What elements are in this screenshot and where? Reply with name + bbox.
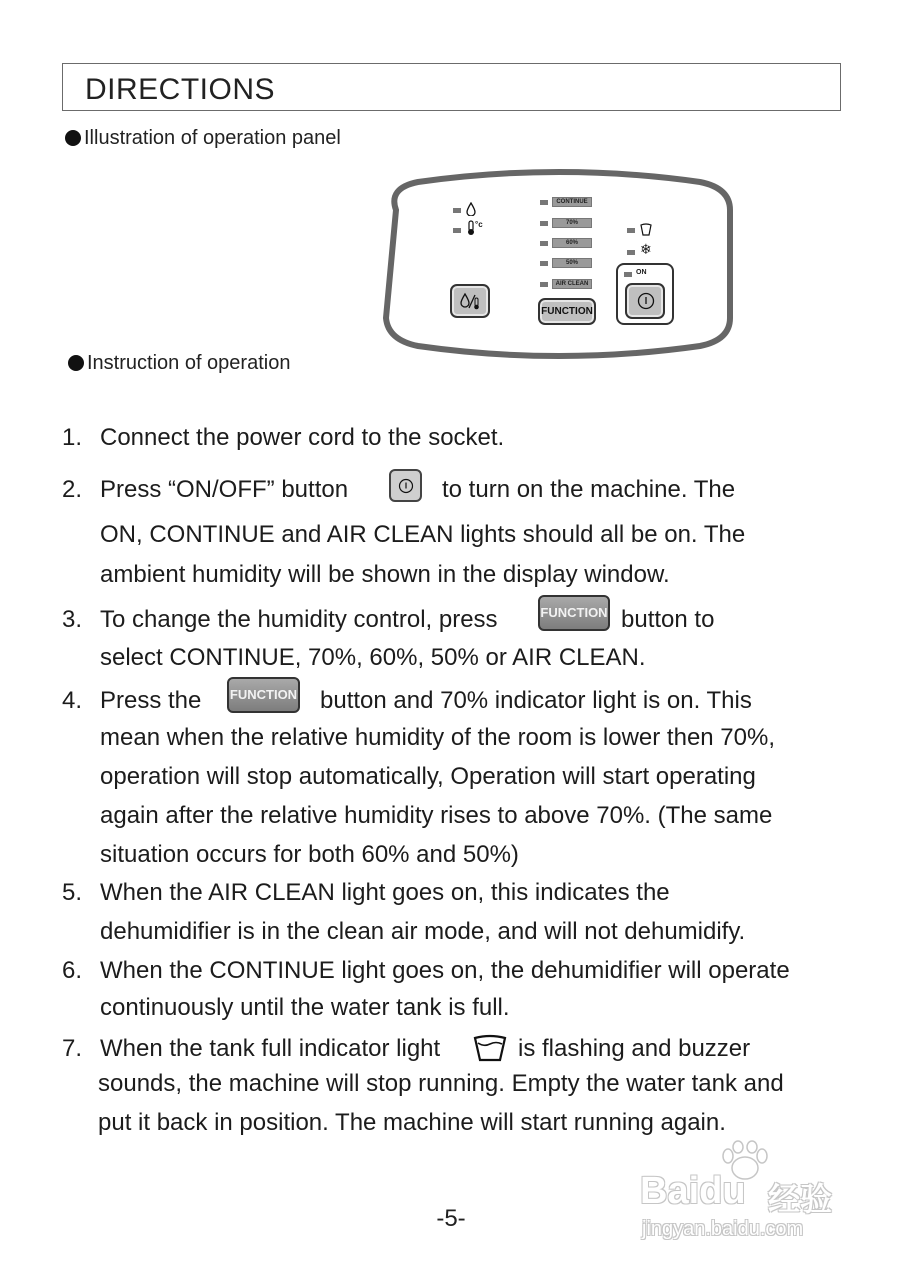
step-4-line-4: situation occurs for both 60% and 50%) xyxy=(100,841,519,868)
power-icon xyxy=(637,292,655,310)
watermark-cn: 经验 xyxy=(768,1181,833,1217)
page-title: DIRECTIONS xyxy=(85,73,276,106)
step-1-number: 1. xyxy=(62,424,83,451)
on-led xyxy=(624,272,632,277)
step-4-line-1: mean when the relative humidity of the room is lower then 70%, xyxy=(100,724,776,751)
air-clean-led xyxy=(540,282,548,287)
step-7-after-icon: is flashing and buzzer xyxy=(518,1035,751,1062)
step-4-number: 4. xyxy=(62,687,83,714)
tank-full-icon xyxy=(640,223,652,236)
step-3-line-1: select CONTINUE, 70%, 60%, 50% or AIR CLEAN. xyxy=(100,644,646,671)
step-7-line-1: sounds, the machine will stop running. Empty the water tank and xyxy=(98,1070,784,1097)
step-3-before-icon: To change the humidity control, press xyxy=(100,606,498,633)
sixty-led xyxy=(540,241,548,246)
watermark-brand: Baidu xyxy=(640,1170,746,1212)
fifty-led xyxy=(540,261,548,266)
step-3-number: 3. xyxy=(62,606,83,633)
inline-power-button-icon xyxy=(389,469,422,502)
step-5-line-1: When the AIR CLEAN light goes on, this indicates the xyxy=(100,879,670,906)
inline-function-button-icon: FUNCTION xyxy=(227,677,300,713)
humidity-temp-icon xyxy=(460,292,482,312)
panel-power-button[interactable] xyxy=(625,283,665,319)
step-5-line-2: dehumidifier is in the clean air mode, and will not dehumidify. xyxy=(100,918,746,945)
panel-function-label: FUNCTION xyxy=(541,306,593,317)
water-drop-icon xyxy=(466,202,476,216)
power-frame xyxy=(616,263,674,325)
page-number: -5- xyxy=(436,1205,466,1232)
step-7-line-2: put it back in position. The machine will start running again. xyxy=(98,1109,726,1136)
step-6-line-2: continuously until the water tank is full. xyxy=(100,994,510,1021)
temp-unit: °c xyxy=(475,220,483,229)
tag-50: 50% xyxy=(552,258,592,268)
bullet-icon xyxy=(68,355,84,371)
instruction-label: Instruction of operation xyxy=(87,352,291,374)
inline-function-button-icon: FUNCTION xyxy=(538,595,610,631)
on-label: ON xyxy=(636,269,647,276)
step-4-line-2: operation will stop automatically, Operation will start operating xyxy=(100,763,756,790)
tag-70: 70% xyxy=(552,218,592,228)
illustration-heading xyxy=(65,127,341,150)
step-4-before-icon: Press the xyxy=(100,687,202,714)
illustration-label: Illustration of operation panel xyxy=(84,127,341,149)
instruction-heading xyxy=(68,352,290,375)
tag-60: 60% xyxy=(552,238,592,248)
defrost-led xyxy=(627,250,635,255)
title-box xyxy=(62,63,841,111)
temp-led xyxy=(453,228,461,233)
seventy-led xyxy=(540,221,548,226)
tag-continue: CONTINUE xyxy=(552,197,592,207)
tank-full-icon xyxy=(472,1033,508,1063)
step-1-line-1: Connect the power cord to the socket. xyxy=(100,424,505,451)
tank-full-led xyxy=(627,228,635,233)
step-7-before-icon: When the tank full indicator light xyxy=(100,1035,441,1062)
watermark-url: jingyan.baidu.com xyxy=(642,1218,804,1240)
step-2-number: 2. xyxy=(62,476,83,503)
power-icon xyxy=(398,478,414,494)
step-2-before-icon: Press “ON/OFF” button xyxy=(100,476,349,503)
snowflake-icon: ❄ xyxy=(640,241,652,257)
baidu-watermark xyxy=(640,1140,850,1245)
step-2-line-1: ON, CONTINUE and AIR CLEAN lights should all be on. The xyxy=(100,521,746,548)
step-6-number: 6. xyxy=(62,957,83,984)
step-5-number: 5. xyxy=(62,879,83,906)
step-2-line-2: ambient humidity will be shown in the display window. xyxy=(100,561,670,588)
continue-led xyxy=(540,200,548,205)
operation-panel xyxy=(378,168,740,364)
bullet-icon xyxy=(65,130,81,146)
step-6-line-1: When the CONTINUE light goes on, the dehumidifier will operate xyxy=(100,957,790,984)
humidity-temp-button[interactable] xyxy=(450,284,490,318)
step-7-number: 7. xyxy=(62,1035,83,1062)
step-3-after-icon: button to xyxy=(621,606,715,633)
tag-air-clean: AIR CLEAN xyxy=(552,279,592,289)
step-4-after-icon: button and 70% indicator light is on. This xyxy=(320,687,752,714)
water-led xyxy=(453,208,461,213)
panel-function-button[interactable] xyxy=(538,298,596,325)
step-2-after-icon: to turn on the machine. The xyxy=(442,476,736,503)
step-4-line-3: again after the relative humidity rises to above 70%. (The same xyxy=(100,802,773,829)
